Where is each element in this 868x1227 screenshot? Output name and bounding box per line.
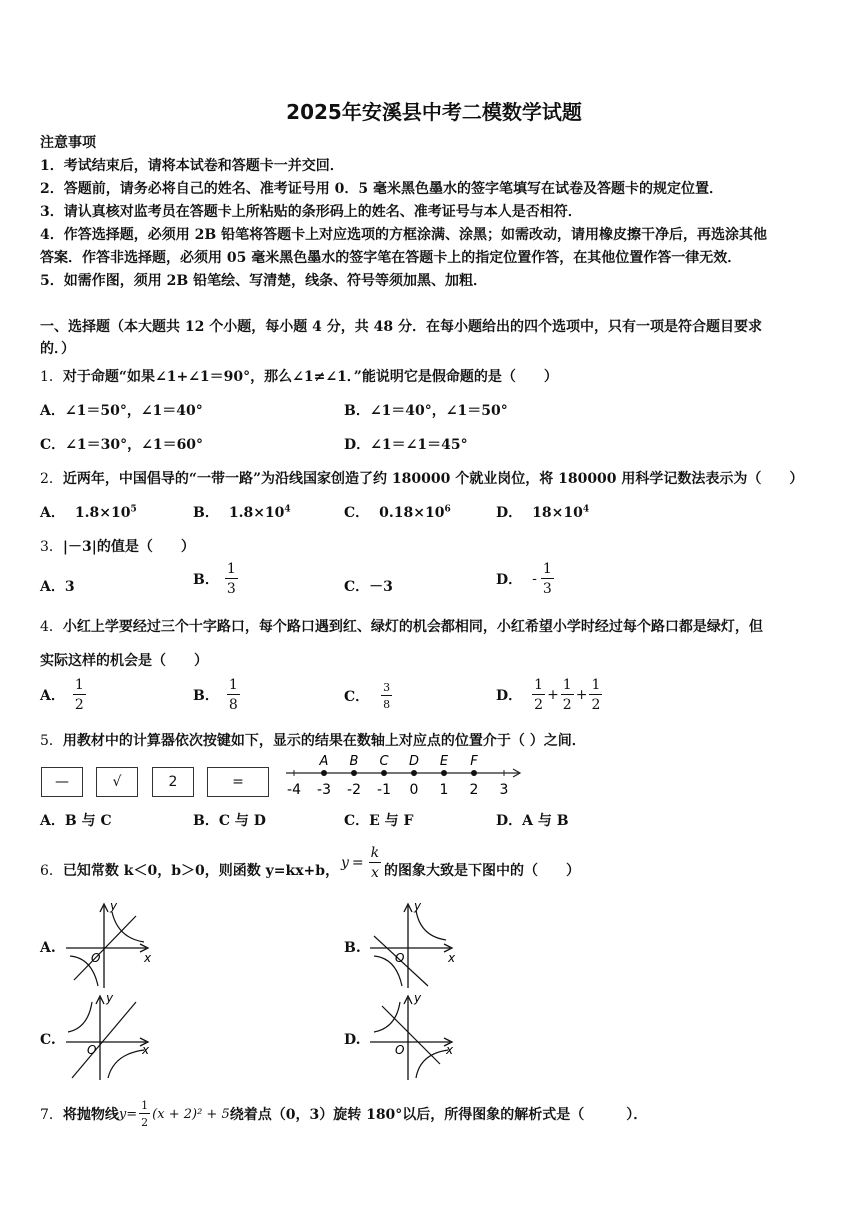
number-line-tick-label: -1 [377, 782, 391, 798]
graph-option-d [368, 992, 460, 1082]
question-6-stem-a [40, 860, 339, 880]
q4-option-b [193, 678, 242, 712]
q1-option-c: C．∠1＝30°，∠1＝60° [40, 437, 204, 453]
y-axis-label: y [414, 992, 422, 1005]
graph-option-c [64, 992, 156, 1082]
option-label: B． [193, 688, 219, 704]
number-line-point [381, 770, 387, 776]
minus-sign: - [532, 571, 537, 587]
option-label: B． [193, 572, 219, 588]
question-stem: 小红上学要经过三个十字路口，每个路口遇到红、绿灯的机会都相同，小红希望小学时经过每个路口都是绿灯，但 [62, 619, 763, 635]
number-line-point-label: D [408, 754, 420, 769]
numerator: 1 [226, 561, 236, 577]
option-value: 0.18×10 [379, 505, 445, 521]
fraction [381, 682, 392, 710]
fraction [225, 562, 238, 596]
numerator: 3 [383, 681, 391, 694]
option-label: C． [344, 505, 370, 521]
origin-label: O [91, 951, 101, 965]
number-line-point-label: E [439, 754, 449, 769]
notice-item-2: 2．答题前，请务必将自己的姓名、准考证号用 0．5 毫米黑色墨水的签字笔填写在试卷及答题卡的规定位置． [40, 181, 723, 197]
option-value: 1.8×10 [228, 505, 285, 521]
number-line-tick-label: -2 [347, 782, 361, 798]
x-axis-label: x [446, 1043, 454, 1057]
number-line-point-label: C [379, 754, 389, 769]
numerator: 1 [542, 561, 552, 577]
x-axis-label: x [144, 951, 152, 965]
q3-option-c: C．－3 [344, 579, 393, 595]
question-stem: 对于命题“如果∠1+∠1＝90°，那么∠1≠∠1．”能说明它是假命题的是（ ） [62, 369, 558, 385]
fraction [73, 678, 86, 712]
origin-label: O [395, 951, 405, 965]
option-label: C． [344, 689, 370, 705]
origin-label: O [87, 1043, 97, 1057]
page-title: 2025年安溪县中考二模数学试题 [286, 100, 582, 124]
number-line-tick-label: 0 [409, 782, 419, 798]
exponent: 4 [284, 504, 291, 515]
q2-option-a [40, 502, 137, 522]
section-heading-cont: 的．） [40, 341, 75, 357]
question-4 [40, 616, 763, 636]
section-heading: 一、选择题（本大题共 12 个小题，每小题 4 分，共 48 分．在每小题给出的四个选项中，只有一项是符合题目要求 [40, 319, 762, 335]
number-line-point [411, 770, 417, 776]
calculator-key-sqrt: √ [96, 767, 138, 797]
number-line-point [321, 770, 327, 776]
question-1 [40, 366, 558, 386]
q1-option-b: B．∠1＝40°，∠1＝50° [344, 403, 508, 419]
q6-option-a-label: A. [40, 940, 56, 956]
notice-item-4: 4．作答选择题，必须用 2B 铅笔将答题卡上对应选项的方框涂满、涂黑；如需改动，请用橡皮擦干净后，再选涂其他 [40, 227, 768, 243]
option-value: 1.8×10 [74, 505, 131, 521]
calculator-key-minus: — [41, 767, 83, 797]
denominator: 2 [141, 1116, 149, 1129]
number-line-tick-label: 1 [439, 782, 449, 798]
question-stem: 将抛物线 [62, 1107, 119, 1123]
question-number: 2． [40, 471, 63, 487]
option-label: A． [40, 505, 65, 521]
y-axis-label: y [414, 899, 422, 913]
question-stem: |－3|的值是（ ） [62, 539, 195, 555]
x-axis-label: x [448, 951, 456, 965]
numerator: 1 [228, 677, 238, 693]
q6-equation [341, 846, 383, 880]
denominator: 2 [562, 697, 572, 713]
numerator: k [370, 845, 380, 861]
question-number: 4． [40, 619, 63, 635]
question-number: 5． [40, 733, 63, 749]
q5-option-c: C．E 与 F [344, 813, 414, 829]
question-3 [40, 536, 195, 556]
plus-sign: + [547, 687, 559, 703]
denominator: 2 [74, 697, 84, 713]
denominator: 3 [226, 581, 236, 597]
question-number: 6． [40, 863, 63, 879]
number-line-point [471, 770, 477, 776]
q2-option-d [496, 502, 589, 522]
question-2 [40, 468, 803, 488]
fraction [532, 678, 545, 712]
number-line-point-label: A [319, 754, 329, 769]
equation-lhs: y= [118, 1106, 138, 1122]
fraction [369, 846, 381, 880]
option-label: A． [40, 688, 65, 704]
question-stem: 用教材中的计算器依次按键如下，显示的结果在数轴上对应点的位置介于（ ）之间． [62, 733, 586, 749]
plus-sign: + [575, 687, 588, 703]
numerator: 1 [562, 677, 572, 693]
exponent: 4 [582, 504, 590, 515]
number-line [280, 752, 530, 798]
notice-heading: 注意事项 [40, 135, 96, 151]
fraction [561, 678, 574, 712]
q1-option-d: D．∠1＝∠1＝45° [344, 437, 468, 453]
denominator: 2 [534, 697, 544, 713]
q2-option-b [193, 502, 291, 522]
graph-option-a [64, 898, 156, 992]
option-label: D． [496, 505, 523, 521]
q4-option-d [496, 678, 604, 712]
q3-option-d [496, 562, 556, 596]
q2-option-c [344, 502, 451, 522]
q4-option-a [40, 678, 88, 712]
numerator: 1 [141, 1099, 149, 1112]
q6-option-c-label: C. [40, 1032, 56, 1048]
fraction [227, 678, 240, 712]
question-number: 7． [40, 1107, 63, 1123]
exponent: 6 [444, 504, 451, 515]
numerator: 1 [534, 677, 544, 693]
question-stem-cont: 绕着点（0，3）旋转 180°以后，所得图象的解析式是（ ）． [229, 1107, 648, 1123]
notice-item-4-cont: 答案．作答非选择题，必须用 05 毫米黑色墨水的签字笔在答题卡上的指定位置作答，在其他位置作答一律无效． [40, 250, 742, 266]
equation-rhs: (x + 2)² + 5 [152, 1106, 230, 1122]
question-4-cont: 实际这样的机会是（ ） [40, 653, 208, 669]
number-line-point-label: B [349, 754, 359, 769]
exponent: 5 [130, 504, 137, 515]
q3-option-b [193, 562, 240, 596]
calculator-key-equals: = [207, 767, 269, 797]
question-number: 1． [40, 369, 63, 385]
notice-item-3: 3．请认真核对监考员在答题卡上所粘贴的条形码上的姓名、准考证号与本人是否相符． [40, 204, 582, 220]
denominator: 8 [383, 698, 391, 711]
q6-option-d-label: D. [344, 1032, 361, 1048]
number-line-point [441, 770, 447, 776]
number-line-point-label: F [470, 754, 478, 769]
notice-item-5: 5．如需作图，须用 2B 铅笔绘、写清楚，线条、符号等须加黑、加粗． [40, 273, 488, 289]
q5-option-b: B．C 与 D [193, 813, 266, 829]
q5-option-a: A．B 与 C [40, 813, 112, 829]
number-line-tick-label: -4 [287, 782, 301, 798]
equals-sign: = [351, 855, 364, 871]
question-6-stem-b: 的图象大致是下图中的（ ） [384, 863, 580, 879]
option-label: D． [496, 688, 523, 704]
q5-option-d: D．A 与 B [496, 813, 569, 829]
number-line-point [351, 770, 357, 776]
graph-option-b [368, 898, 460, 992]
number-line-tick-label: -3 [317, 782, 331, 798]
option-label: B． [193, 505, 219, 521]
fraction [541, 562, 554, 596]
question-stem: 近两年，中国倡导的“一带一路”为沿线国家创造了约 180000 个就业岗位，将 180000 用科学记数法表示为（ ） [62, 471, 804, 487]
q4-option-c [344, 682, 394, 710]
fraction [589, 678, 602, 712]
denominator: 2 [591, 697, 601, 713]
fraction [139, 1100, 150, 1128]
denominator: 8 [228, 697, 238, 713]
question-5 [40, 730, 586, 750]
q6-option-b-label: B. [344, 940, 361, 956]
y-axis-label: y [110, 899, 118, 913]
calculator-key-two: 2 [152, 767, 194, 797]
q1-option-a: A．∠1＝50°，∠1＝40° [40, 403, 203, 419]
numerator: 1 [591, 677, 601, 693]
option-value: 18×10 [532, 505, 583, 521]
origin-label: O [395, 1043, 405, 1057]
question-number: 3． [40, 539, 63, 555]
q3-option-a: A．3 [40, 579, 75, 595]
notice-item-1: 1．考试结束后，请将本试卷和答题卡一并交回． [40, 158, 344, 174]
question-7 [40, 1100, 647, 1128]
equation-variable: y [341, 855, 349, 871]
numerator: 1 [74, 677, 84, 693]
option-label: D． [496, 572, 523, 588]
denominator: x [370, 865, 379, 881]
question-stem: 已知常数 k＜0，b＞0，则函数 y=kx+b， [62, 863, 340, 879]
denominator: 3 [542, 581, 552, 597]
number-line-tick-label: 2 [469, 782, 479, 798]
y-axis-label: y [106, 992, 114, 1005]
number-line-tick-label: 3 [499, 782, 509, 798]
x-axis-label: x [142, 1043, 150, 1057]
